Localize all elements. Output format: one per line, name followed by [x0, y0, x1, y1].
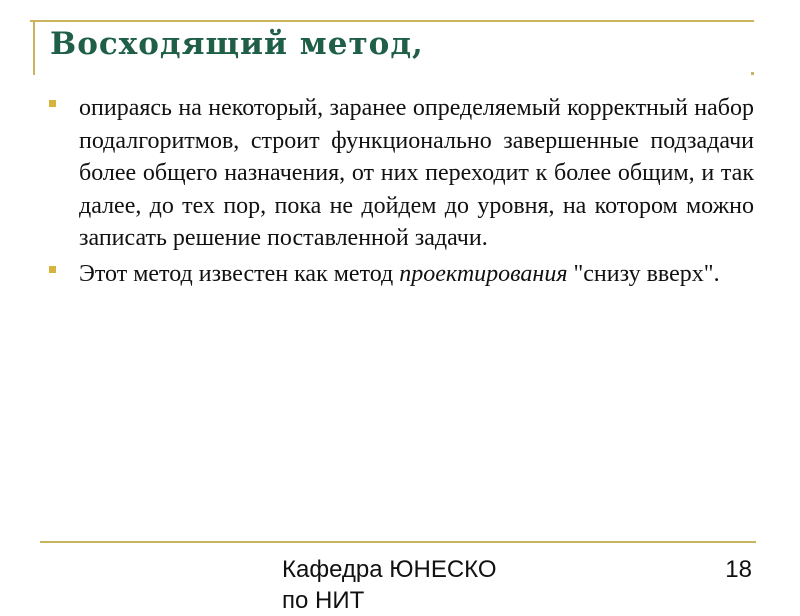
bullet-text-start: Этот метод известен как метод — [79, 260, 400, 287]
page-number: 18 — [725, 556, 752, 583]
bullet-text-emphasis: проектирования — [399, 260, 568, 287]
bullet-text: опираясь на некоторый, заранее определяемый корректный набор подалгоритмов, строит функционально завершенные подзадачи более общего назначения, от них переходит к более общим, и так далее, до тех пор, пока не дойдем до уровня, на котором можно записать решение поставленной задачи. — [79, 95, 754, 251]
bullet-item-definition — [47, 92, 754, 255]
bullet-item-method-name — [47, 258, 754, 291]
bullet-list — [47, 92, 754, 293]
footer-divider — [40, 541, 756, 543]
title-frame-dot — [751, 72, 754, 75]
square-bullet-icon — [49, 266, 56, 273]
title-frame-top-line — [30, 20, 754, 22]
bullet-text-end: "снизу вверх". — [567, 260, 720, 287]
title-frame-left-line — [33, 20, 35, 75]
footer-department: Кафедра ЮНЕСКО по НИТ — [282, 556, 497, 614]
slide-title: Восходящий метод, — [50, 26, 424, 62]
square-bullet-icon — [49, 100, 56, 107]
